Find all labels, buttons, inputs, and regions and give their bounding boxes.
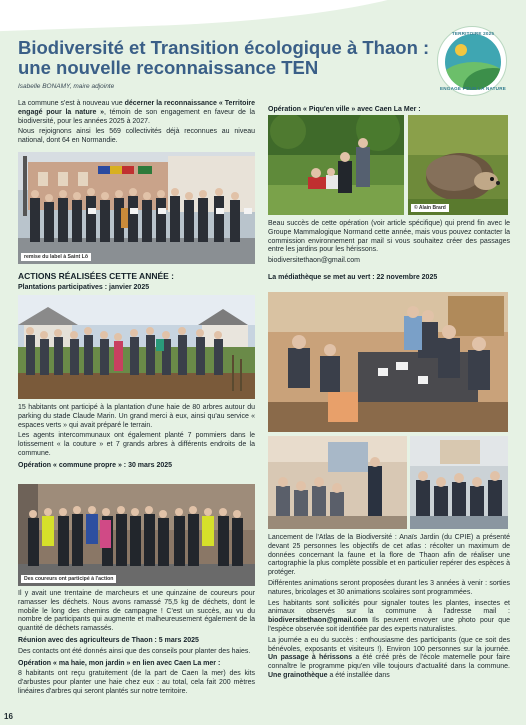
territoire-engage-logo [437,26,507,96]
atlas-paragraph: Lancement de l'Atlas de la Biodiversité : Anaïs Jardin (du CPIE) a présenté devant 25 personnes les objectifs de cet atlas : récolter un maximum de données concernant la faune et la flore de Thaon afin de réaliser une cartographie la plus complète possible et en particulier repérer des espèces à protéger. [268,534,510,577]
actions-section [18,272,255,295]
photo-commune-propre [18,484,255,586]
left-intro [18,100,255,148]
plantations-paragraph: 15 habitants ont participé à la plantation d'une haie de 80 arbres autour du parking du stade Claude Marin. Un grand merci à eux, ainsi qu'au service « espaces verts » qui avait préparé le terrain. [18,404,255,429]
byline: Isabelle BONAMY, maire adjointe [18,83,115,90]
page-number: 16 [4,712,13,721]
photo-label-ceremony [18,152,255,264]
ma-haie-paragraph: 8 habitants ont reçu gratuitement (de la part de Caen la mer) des kits d'arbustes pour planter une haie chez eux : au total, cela fait 200 mètres linéaires d'arbres qui seront plantés sur notre territoire. [18,670,255,695]
intro-paragraph-2: Nous rejoignons ainsi les 569 collectivités déjà reconnues au niveau national, dont 64 en Normandie. [18,128,255,145]
photo-hedgehog [408,115,508,215]
header-swoosh [0,0,441,32]
mediatheque-heading: La médiathèque se met au vert : 22 novembre 2025 [268,273,438,281]
photo-caption: remise du label à Saint Lô [21,253,91,261]
piquenville-heading: Opération « Piqu'en ville » avec Caen La Mer : [268,106,421,113]
photo-atlas-presentation [268,436,407,529]
plantations-section [18,404,255,473]
sun-icon [455,44,467,56]
atlas-email: biodiversitethaon@gmail.com [268,617,368,625]
logo-text-bottom: ENGAGÉ POUR LA NATURE [440,86,506,91]
photo-piquenville-children [268,115,404,215]
commune-propre-section [18,590,255,699]
ma-haie-heading: Opération « ma haie, mon jardin » en lien avec Caen La mer : [18,659,221,667]
actions-title: ACTIONS RÉALISÉES CETTE ANNÉE : [18,271,175,281]
agriculteurs-heading: Réunion avec des agriculteurs de Thaon : 5 mars 2025 [18,636,199,644]
piquenville-text [268,220,510,285]
commune-propre-heading: Opération « commune propre » : 30 mars 2025 [18,461,173,469]
photo-mediatheque-workshop [268,292,508,432]
photo-credit: © Alain Brard [411,204,449,212]
agriculteurs-paragraph: Des contacts ont été donnés ainsi que des conseils pour planter des haies. [18,647,251,655]
logo-text-top: TERRITOIRE 2025 [451,31,495,36]
contact-email: biodiversitethaon@gmail.com [268,257,360,265]
atlas-section [268,534,510,683]
photo-plantations [18,295,255,399]
photo-caption: Des coureurs ont participé à l'action [21,575,116,583]
atlas-paragraph-3: Les habitants sont sollicités pour signaler toutes les plantes, insectes et animaux observés sur la commune à l'adresse mail : biodiversitethaon@gmail.com Ils peuvent envoyer une photo pour que l'espèce observée soit identifiée par des experts naturalistes. [268,599,510,633]
page-title: Biodiversité et Transition écologique à Thaon : une nouvelle reconnaissance TEN [18,37,430,78]
photo-atlas-audience [410,436,508,529]
piquenville-paragraph: Beau succès de cette opération (voir article spécifique) qui prend fin avec le Groupe Mammalogique Normand cette année, mais vous pouvez contacter la commission environnement par mail si vous souhaitez créer des passages entre les jardins pour les hérissons. [268,220,510,254]
plantations-heading: Plantations participatives : janvier 2025 [18,283,150,291]
logo-landscape [445,34,501,90]
intro-paragraph: La commune s'est à nouveau vue décerner la reconnaissance « Territoire engagé pour la nature », témoin de son engagement en faveur de la biodiversité, pour les années 2025 à 2027. [18,100,256,125]
commune-propre-paragraph: Il y avait une trentaine de marcheurs et une quinzaine de coureurs pour ramasser les déchets. Nous avons ramassé 75,5 kg de déchets, dont le mobile le long des chemins de campagne ! C'est un succès, au vu du nombre de participants qui augmente et malheureusement également de la quantité de déchets ramassés. [18,590,255,633]
plantations-paragraph-2: Les agents intercommunaux ont également planté 7 pommiers dans le lotissement « la couture » et 7 grands arbres à différents endroits de la commune. [18,432,255,457]
journee-paragraph: La journée a eu du succès : enthousiasme des participants (que ce soit des bénévoles, exposants et visiteurs !). Environ 100 personnes sur la journée. Un passage à hérissons a été créé près de l'école maternelle pour faire connaître le programme piqu'en ville toujours d'actualité dans la commune. Une grainothèque a été installée dans [268,636,510,679]
atlas-paragraph-2: Différentes animations seront proposées durant les 3 années à venir : sorties natures, bricolages et 30 animations scolaires sont programmées. [268,579,510,596]
